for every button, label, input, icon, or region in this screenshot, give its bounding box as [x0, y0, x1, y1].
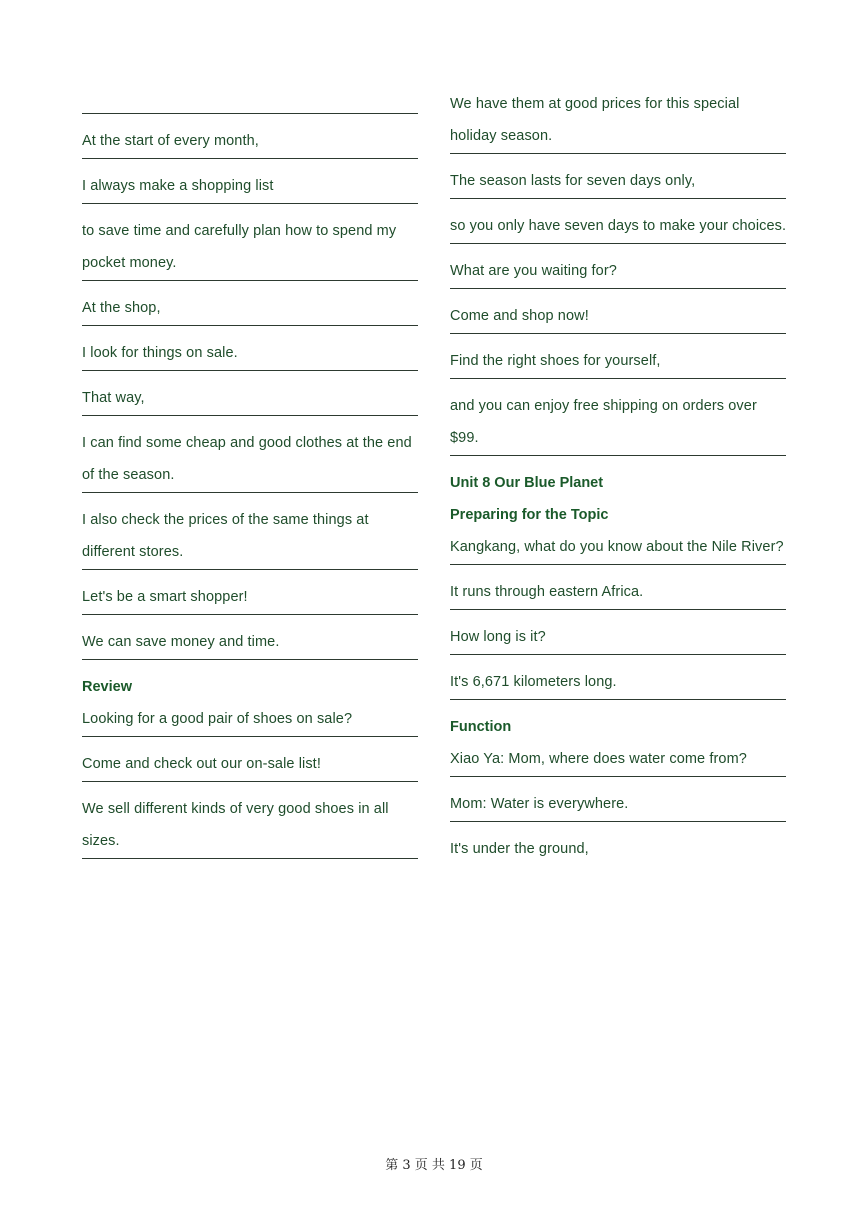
answer-line: [450, 378, 786, 379]
answer-line: [450, 243, 786, 244]
answer-line: [450, 609, 786, 610]
text-line: pocket money.: [82, 255, 177, 271]
text-line: That way,: [82, 390, 145, 406]
text-line: different stores.: [82, 544, 184, 560]
answer-line: [450, 821, 786, 822]
answer-line: [82, 203, 418, 204]
text-line: How long is it?: [450, 629, 546, 645]
answer-line: [450, 153, 786, 154]
text-line: holiday season.: [450, 128, 553, 144]
text-line: We can save money and time.: [82, 634, 280, 650]
text-line: I always make a shopping list: [82, 178, 274, 194]
page-footer: 第 3 页 共 19 页: [385, 1158, 483, 1173]
text-line: The season lasts for seven days only,: [450, 173, 696, 189]
answer-line: [450, 333, 786, 334]
text-line: It runs through eastern Africa.: [450, 584, 644, 600]
text-line: to save time and carefully plan how to spend my: [82, 223, 397, 239]
answer-line: [82, 280, 418, 281]
answer-line: [450, 288, 786, 289]
section-heading: Review: [82, 679, 132, 695]
answer-line: [82, 325, 418, 326]
answer-line: [82, 415, 418, 416]
text-line: I can find some cheap and good clothes at the end: [82, 435, 412, 451]
answer-line: [82, 659, 418, 660]
answer-line: [450, 564, 786, 565]
text-line: At the shop,: [82, 300, 161, 316]
answer-line: [82, 858, 418, 859]
text-line: I look for things on sale.: [82, 345, 238, 361]
text-line: Find the right shoes for yourself,: [450, 353, 661, 369]
text-line: I also check the prices of the same things at: [82, 512, 369, 528]
answer-line: [82, 492, 418, 493]
text-line: It's 6,671 kilometers long.: [450, 674, 617, 690]
text-line: What are you waiting for?: [450, 263, 617, 279]
answer-line: [450, 198, 786, 199]
section-heading: Preparing for the Topic: [450, 507, 609, 523]
text-line: Kangkang, what do you know about the Nile River?: [450, 539, 784, 555]
answer-line: [450, 455, 786, 456]
text-line: It's under the ground,: [450, 841, 589, 857]
answer-line: [450, 654, 786, 655]
text-line: sizes.: [82, 833, 120, 849]
text-line: Come and shop now!: [450, 308, 589, 324]
text-line: Looking for a good pair of shoes on sale?: [82, 711, 353, 727]
answer-line: [82, 781, 418, 782]
text-line: and you can enjoy free shipping on orders over: [450, 398, 757, 414]
text-line: At the start of every month,: [82, 133, 259, 149]
answer-line: [82, 569, 418, 570]
text-line: Let's be a smart shopper!: [82, 589, 248, 605]
text-line: We sell different kinds of very good shoes in all: [82, 801, 389, 817]
section-heading: Unit 8 Our Blue Planet: [450, 475, 604, 491]
text-line: Xiao Ya: Mom, where does water come from?: [450, 751, 747, 767]
section-heading: Function: [450, 719, 512, 735]
text-line: so you only have seven days to make your choices.: [450, 218, 787, 234]
answer-line: [82, 614, 418, 615]
answer-line: [82, 370, 418, 371]
text-line: of the season.: [82, 467, 175, 483]
answer-line: [82, 736, 418, 737]
answer-line: [450, 776, 786, 777]
text-line: Mom: Water is everywhere.: [450, 796, 629, 812]
answer-line: [82, 158, 418, 159]
answer-line: [450, 699, 786, 700]
text-line: $99.: [450, 430, 479, 446]
text-line: We have them at good prices for this special: [450, 96, 740, 112]
answer-line: [82, 113, 418, 114]
text-line: Come and check out our on-sale list!: [82, 756, 321, 772]
